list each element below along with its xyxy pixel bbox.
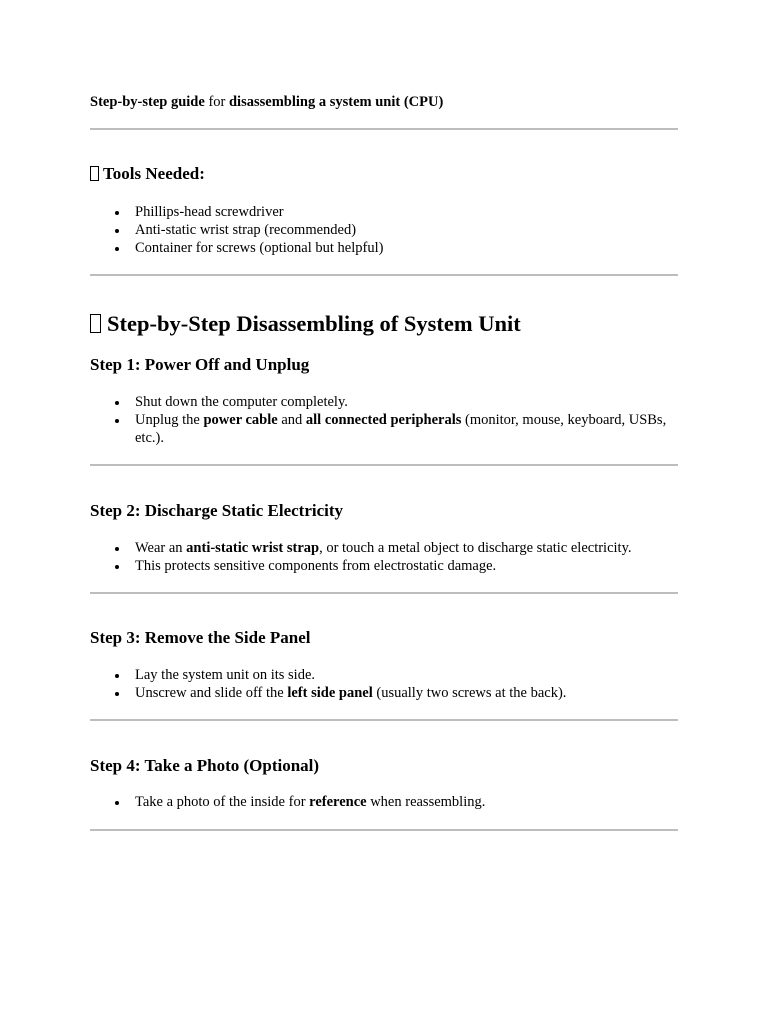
divider	[90, 128, 678, 130]
divider	[90, 719, 678, 721]
step-2-list	[90, 539, 678, 575]
step-3-list	[90, 666, 678, 702]
list-item: This protects sensitive components from electrostatic damage.	[90, 557, 678, 575]
step-1-list	[90, 393, 678, 447]
list-item	[90, 539, 678, 557]
tools-list	[90, 203, 678, 257]
intro-connector: for	[204, 94, 229, 110]
text-run: Wear an	[135, 540, 187, 556]
text-run: (monitor, mouse, keyboard, USBs, etc.).	[135, 412, 667, 446]
bold-text: anti-static wrist strap	[186, 540, 320, 556]
step-4-heading: Step 4: Take a Photo (Optional)	[90, 756, 320, 775]
list-item: Phillips-head screwdriver	[90, 203, 678, 221]
intro-bold-topic: disassembling a system unit (CPU)	[228, 94, 444, 110]
intro-bold-guide: Step-by-step guide	[90, 94, 205, 110]
text-run: Take a photo of the inside for	[135, 794, 310, 810]
main-heading	[90, 311, 521, 337]
divider	[90, 464, 678, 466]
text-run: Unscrew and slide off the	[135, 685, 288, 701]
divider	[90, 592, 678, 594]
step-2-heading: Step 2: Discharge Static Electricity	[90, 501, 344, 520]
list-item	[90, 411, 678, 447]
text-run: and	[277, 412, 306, 428]
text-run: Unplug the	[135, 412, 204, 428]
bold-text: left side panel	[287, 685, 373, 701]
text-run: (usually two screws at the back).	[372, 685, 567, 701]
list-item: Anti-static wrist strap (recommended)	[90, 221, 678, 239]
list-item	[90, 793, 678, 811]
divider	[90, 274, 678, 276]
step-4-list	[90, 793, 678, 811]
step-1-heading: Step 1: Power Off and Unplug	[90, 355, 310, 374]
bold-text: all connected peripherals	[305, 412, 462, 428]
step-3-heading: Step 3: Remove the Side Panel	[90, 628, 311, 647]
missing-emoji-icon	[90, 166, 99, 181]
main-heading-text: Step-by-Step Disassembling of System Unit	[107, 311, 521, 336]
list-item: Shut down the computer completely.	[90, 393, 678, 411]
missing-emoji-icon	[90, 314, 101, 333]
intro-line	[90, 94, 443, 111]
list-item: Lay the system unit on its side.	[90, 666, 678, 684]
tools-heading-text: Tools Needed:	[103, 164, 205, 183]
list-item	[90, 684, 678, 702]
list-item: Container for screws (optional but helpful)	[90, 239, 678, 257]
text-run: when reassembling.	[366, 794, 486, 810]
tools-heading	[90, 164, 205, 184]
text-run: , or touch a metal object to discharge static electricity.	[319, 540, 632, 556]
bold-text: power cable	[203, 412, 278, 428]
divider	[90, 829, 678, 831]
bold-text: reference	[309, 794, 367, 810]
